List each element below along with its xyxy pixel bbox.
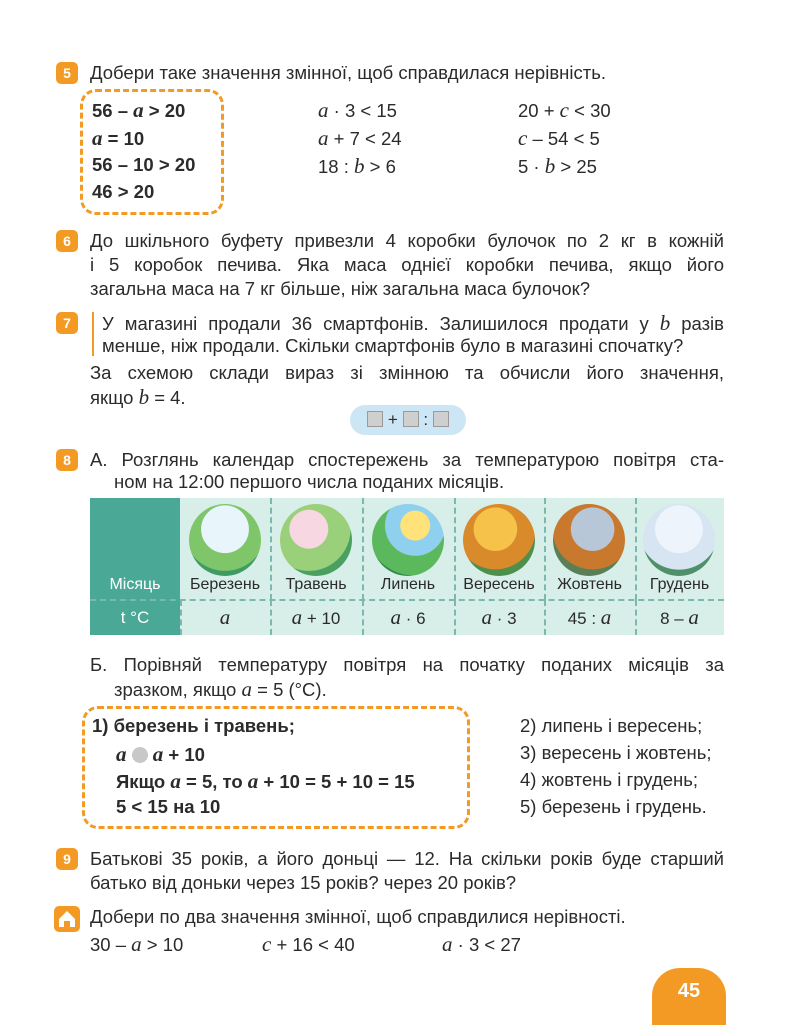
task-5-example-line-2: a = 10: [92, 126, 145, 150]
month-column-1: [180, 498, 272, 600]
task-8-part-a-line-1: А. Розглянь календар спостережень за температурою повітря ста-: [90, 449, 724, 470]
month-column-4: [454, 498, 546, 600]
task-6-line-1: До шкільного буфету привезли 4 коробки булочок по 2 кг в кожній: [90, 230, 724, 251]
example-line-3: Якщо a = 5, то a + 10 = 5 + 10 = 15: [116, 769, 415, 793]
scheme-box-1: [367, 411, 383, 427]
task-7-margin-bar: [92, 312, 94, 356]
temp-cell-1: a: [180, 600, 272, 635]
compare-item-5: 5) березень і грудень.: [520, 796, 707, 817]
page-number: 45: [652, 968, 726, 1025]
home-ex-1: 30 – a > 10: [90, 932, 184, 956]
scheme-box-3: [433, 411, 449, 427]
task-7-line-3: За схемою склади вираз зі змінною та обчисли його значення,: [90, 362, 724, 383]
month-name: Вересень: [463, 576, 535, 593]
task-9-line-1: Батькові 35 років, а його доньці — 12. На скільки років буде старший: [90, 848, 724, 869]
task-5-example-line-4: 46 > 20: [92, 181, 155, 202]
month-name: Липень: [380, 576, 436, 593]
task-5-col2-row-1: a · 3 < 15: [318, 98, 397, 122]
task-5-col2-row-2: a + 7 < 24: [318, 126, 402, 150]
late-autumn-landscape-icon: [553, 504, 625, 576]
task-6-badge: 6: [56, 230, 78, 252]
compare-item-2: 2) липень і вересень;: [520, 715, 703, 736]
month-column-6: [635, 498, 724, 600]
task-5-example-line-3: 56 – 10 > 20: [92, 154, 196, 175]
task-9-badge: 9: [56, 848, 78, 870]
task-5-badge: 5: [56, 62, 78, 84]
month-name: Травень: [285, 576, 347, 593]
task-8-badge: 8: [56, 449, 78, 471]
example-title: 1) березень і травень;: [92, 715, 295, 736]
task-8-part-b-line-2: зразком, якщо a = 5 (°С).: [114, 677, 327, 701]
task-8-part-b-line-1: Б. Порівняй температуру повітря на початку поданих місяців за: [90, 654, 724, 675]
month-name: Жовтень: [557, 576, 622, 593]
temp-cell-2: a + 10: [270, 600, 364, 635]
compare-circle-icon: [132, 747, 148, 763]
temp-cell-4: a · 3: [454, 600, 546, 635]
compare-item-3: 3) вересень і жовтень;: [520, 742, 712, 763]
weather-calendar-table: [90, 498, 724, 635]
task-7-badge: 7: [56, 312, 78, 334]
temp-cell-3: a · 6: [362, 600, 456, 635]
blossom-tree-icon: [280, 504, 352, 576]
autumn-landscape-icon: [463, 504, 535, 576]
task-6-line-3: загальна маса на 7 кг більше, ніж загальна маса булочок?: [90, 278, 591, 299]
task-6-line-2: і 5 коробок печива. Яка маса однієї коробки печива, якщо його: [90, 254, 724, 275]
task-5-col3-row-1: 20 + c < 30: [518, 98, 611, 122]
task-5-col3-row-3: 5 · b > 25: [518, 154, 597, 178]
month-column-2: [270, 498, 364, 600]
task-5-col3-row-2: c – 54 < 5: [518, 126, 600, 150]
scheme-div: :: [423, 410, 429, 429]
temp-cell-5: 45 : a: [544, 600, 637, 635]
home-task-text: Добери по два значення змінної, щоб справдилися нерівності.: [90, 906, 626, 927]
scheme-box-2: [403, 411, 419, 427]
task-8-part-a-line-2: ном на 12:00 першого числа поданих місяців.: [114, 471, 505, 492]
spring-landscape-icon: [189, 504, 261, 576]
month-column-5: [544, 498, 637, 600]
compare-item-4: 4) жовтень і грудень;: [520, 769, 699, 790]
task-7-line-1: У магазині продали 36 смартфонів. Залишилося продати у b разів: [102, 311, 724, 335]
example-line-4: 5 < 15 на 10: [116, 796, 221, 817]
header-month: Місяць: [109, 576, 161, 593]
task-5-col2-row-3: 18 : b > 6: [318, 154, 396, 178]
task-5-example-line-1: 56 – a > 20: [92, 98, 186, 122]
temp-cell-6: 8 – a: [660, 605, 699, 629]
task-7-line-4: якщо b = 4.: [90, 385, 186, 409]
home-ex-3: a · 3 < 27: [442, 932, 521, 956]
month-name: Березень: [189, 576, 261, 593]
example-line-2: a a + 10: [116, 742, 205, 766]
task-9-line-2: батько від доньки через 15 років? через 20 років?: [90, 872, 517, 893]
winter-landscape-icon: [643, 504, 715, 576]
task-5-text: Добери таке значення змінної, щоб справдилася нерівність.: [90, 62, 606, 83]
summer-landscape-icon: [372, 504, 444, 576]
home-icon: [54, 906, 80, 932]
task-7-scheme: [350, 405, 466, 435]
header-temp: t °C: [90, 600, 182, 635]
task-7-line-2: менше, ніж продали. Скільки смартфонів було в магазині спочатку?: [102, 335, 684, 356]
scheme-plus: +: [387, 410, 398, 429]
month-column-3: [362, 498, 456, 600]
month-name: Грудень: [649, 576, 710, 593]
home-ex-2: c + 16 < 40: [262, 932, 355, 956]
